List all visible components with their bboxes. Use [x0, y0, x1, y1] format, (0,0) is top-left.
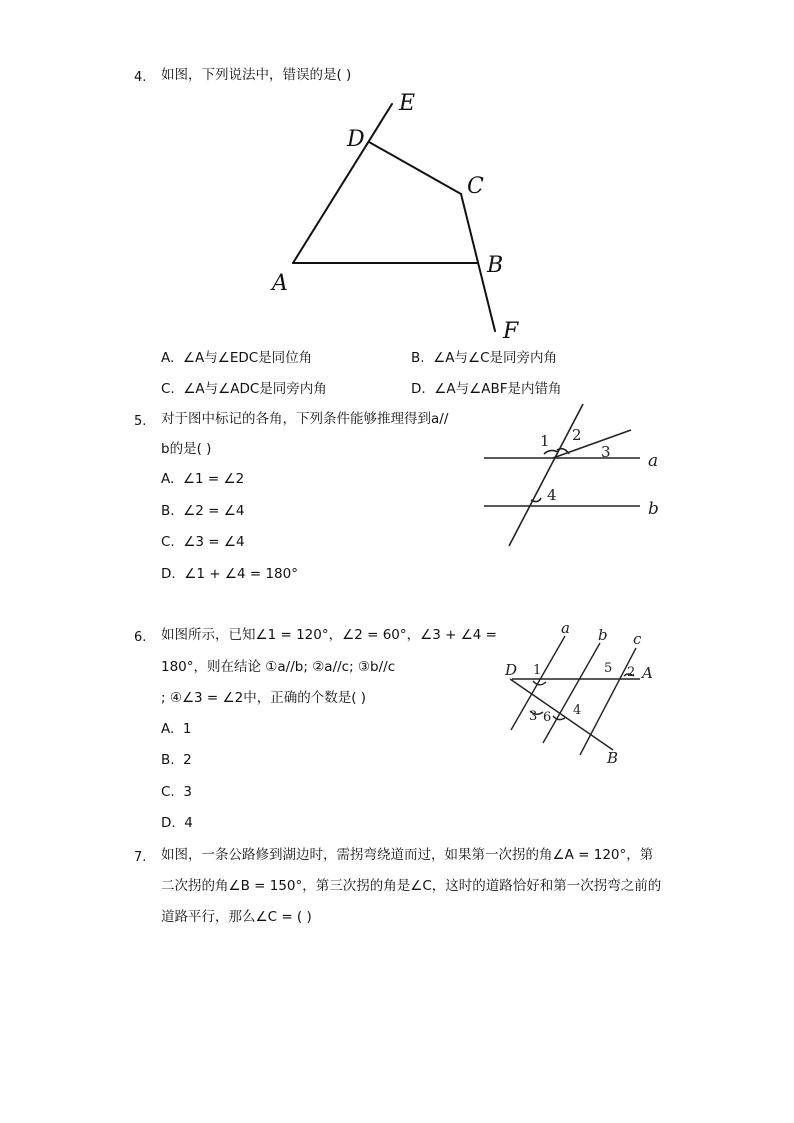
- line-c: [580, 648, 636, 755]
- label-angle-6: 6: [543, 710, 552, 725]
- q6-option-c[interactable]: C. 3: [161, 784, 192, 800]
- q5-option-b[interactable]: B. ∠2 = ∠4: [161, 503, 245, 519]
- line-a: [511, 636, 565, 730]
- question-6-stem-line3: ; ④∠3 = ∠2中，正确的个数是( ): [161, 690, 367, 706]
- label-point-A: A: [642, 664, 653, 682]
- question-4-stem: 如图，下列说法中，错误的是( ): [161, 67, 352, 83]
- label-angle-5: 5: [604, 661, 613, 676]
- label-B: B: [487, 253, 504, 278]
- question-6-stem-line2: 180°，则在结论 ①a//b; ②a//c; ③b//c: [161, 659, 396, 675]
- segment-dc: [369, 142, 461, 194]
- label-point-B: B: [607, 749, 619, 767]
- question-6-stem-line1: 如图所示，已知∠1 = 120°，∠2 = 60°，∠3 + ∠4 =: [161, 627, 497, 643]
- question-7-stem-line3: 道路平行，那么∠C = ( ): [161, 909, 312, 925]
- q5-option-a[interactable]: A. ∠1 = ∠2: [161, 471, 245, 487]
- label-F: F: [503, 319, 519, 344]
- question-4-number: 4.: [134, 70, 147, 85]
- line-ad-extended: [293, 104, 392, 263]
- label-line-b: b: [598, 626, 608, 644]
- q5-option-c[interactable]: C. ∠3 = ∠4: [161, 534, 245, 550]
- label-E: E: [399, 91, 416, 116]
- question-7-number: 7.: [134, 850, 147, 865]
- label-angle-1: 1: [540, 432, 550, 450]
- q5-option-d[interactable]: D. ∠1 + ∠4 = 180°: [161, 566, 298, 582]
- label-C: C: [467, 174, 484, 199]
- label-angle-4: 4: [573, 703, 582, 718]
- question-5-number: 5.: [134, 414, 147, 429]
- label-angle-2: 2: [572, 426, 582, 444]
- arc-angle-4: [531, 498, 541, 502]
- line-b: [543, 643, 600, 743]
- line-db: [510, 679, 613, 750]
- question-7-stem-line2: 二次拐的角∠B = 150°，第三次拐的角是∠C，这时的道路恰好和第一次拐弯之前的: [161, 878, 662, 894]
- line-cb-extended: [461, 194, 495, 331]
- label-line-c: c: [633, 630, 642, 648]
- label-line-a: a: [648, 451, 659, 471]
- q6-option-a[interactable]: A. 1: [161, 721, 192, 737]
- ray-angle-3: [553, 430, 631, 458]
- q6-option-d[interactable]: D. 4: [161, 815, 193, 831]
- arc-angle-6: [553, 716, 565, 720]
- label-D: D: [347, 127, 365, 152]
- label-angle-3: 3: [601, 443, 611, 461]
- q4-option-c[interactable]: C. ∠A与∠ADC是同旁内角: [161, 381, 327, 397]
- label-angle-4: 4: [547, 486, 557, 504]
- arc-angle-1: [544, 450, 558, 454]
- label-line-b: b: [648, 499, 659, 519]
- label-angle-1: 1: [533, 663, 542, 678]
- label-point-D: D: [505, 661, 518, 679]
- question-5-stem-line1: 对于图中标记的各角，下列条件能够推理得到a//: [161, 411, 449, 427]
- arc-angle-1: [533, 681, 546, 685]
- q6-option-b[interactable]: B. 2: [161, 752, 192, 768]
- question-5-stem-line2: b的是( ): [161, 441, 212, 457]
- transversal: [509, 404, 583, 546]
- q4-option-a[interactable]: A. ∠A与∠EDC是同位角: [161, 350, 313, 366]
- q4-option-d[interactable]: D. ∠A与∠ABF是内错角: [411, 381, 562, 397]
- question-6-number: 6.: [134, 630, 147, 645]
- label-angle-2: 2: [627, 665, 636, 680]
- arc-angle-2: [557, 449, 569, 454]
- q4-option-b[interactable]: B. ∠A与∠C是同旁内角: [411, 350, 558, 366]
- question-7-stem-line1: 如图，一条公路修到湖边时，需拐弯绕道而过，如果第一次拐的角∠A = 120°，第: [161, 847, 654, 863]
- label-line-a: a: [561, 619, 570, 637]
- arc-angle-3: [530, 711, 543, 714]
- label-A: A: [272, 271, 288, 296]
- label-angle-3: 3: [529, 709, 538, 724]
- arc-angle-2: [624, 674, 634, 676]
